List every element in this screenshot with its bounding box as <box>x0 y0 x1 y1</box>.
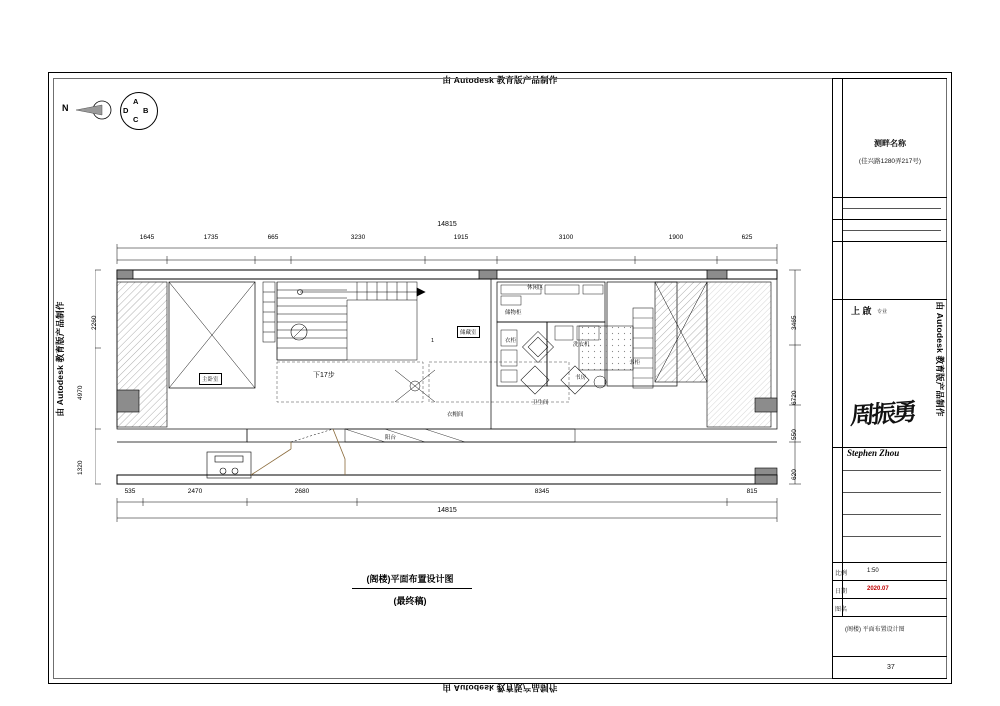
drawing-name-value: (阁楼) 平面布置设计图 <box>845 627 905 633</box>
approver-sup: 专业 <box>877 309 888 315</box>
sheet-number: 37 <box>887 664 895 671</box>
title-row-2-tab <box>833 220 843 241</box>
room-label-5: 书房 <box>575 375 587 381</box>
approver-label: 上 啟 <box>851 306 872 316</box>
room-label-1: 储藏室 <box>457 326 480 338</box>
title-row-1 <box>833 198 947 220</box>
title-row-project <box>833 78 947 198</box>
room-label-9: 卫生间 <box>532 400 549 406</box>
room-label-3: 1 <box>431 338 435 344</box>
plan-caption-rule <box>352 588 472 589</box>
dim-right-2: 550 <box>791 429 798 440</box>
title-row-3 <box>833 242 947 300</box>
dim-top-3: 3230 <box>350 234 366 241</box>
title-row-scale <box>833 563 947 581</box>
title-row-name <box>833 599 947 617</box>
title-rule-2 <box>843 230 941 231</box>
watermark-bottom: 由 Autodesk 教育版产品制作 <box>442 683 558 693</box>
project-title: 测畔名称 <box>874 139 906 148</box>
title-row-drawingname <box>833 617 947 657</box>
axis-label-c: C <box>133 115 139 124</box>
date-value: 2020.07 <box>867 586 889 592</box>
title-row-1-tab <box>833 198 843 219</box>
north-arrow-icon <box>62 96 112 124</box>
title-rule-5 <box>843 514 941 515</box>
scale-label: 比例 <box>835 571 848 577</box>
title-row-2 <box>833 220 947 242</box>
project-subtitle: (佳兴路1280弄217号) <box>858 158 922 165</box>
room-label-12: 阳台 <box>385 435 397 441</box>
north-label: N <box>62 103 69 113</box>
title-block <box>832 78 947 679</box>
dim-total-top: 14815 <box>437 221 457 228</box>
signature-en: Stephen Zhou <box>847 448 900 458</box>
dim-bottom-1: 2470 <box>187 488 203 495</box>
date-label: 日期 <box>835 589 848 595</box>
title-row-approver-tab <box>833 300 843 447</box>
dim-left-2: 1320 <box>77 460 84 475</box>
watermark-left: 由 Autodesk 教育版产品制作 <box>55 301 65 417</box>
plan-caption-sub: (最终稿) <box>393 596 427 606</box>
floor-plan-svg <box>95 230 805 550</box>
dim-bottom-4: 815 <box>746 488 758 495</box>
dim-left-0: 2260 <box>91 315 98 330</box>
watermark-top: 由 Autodesk 教育版产品制作 <box>442 75 558 85</box>
axis-label-d: D <box>123 106 129 115</box>
dim-top-5: 3100 <box>558 234 574 241</box>
title-row-project-tab <box>833 79 843 197</box>
dim-right-0: 3465 <box>791 315 798 330</box>
room-label-11: 书柜 <box>629 360 641 366</box>
room-label-4: 衣帽间 <box>447 412 464 418</box>
axis-label-a: A <box>133 97 139 106</box>
dim-top-0: 1645 <box>139 234 155 241</box>
scale-value: 1:50 <box>867 568 879 574</box>
plan-caption-main: (阁楼)平面布置设计图 <box>366 574 454 584</box>
drawing-name-label: 图名 <box>835 607 848 613</box>
dim-total-bottom: 14815 <box>437 507 457 514</box>
floor-plan-drawing <box>77 221 805 550</box>
title-rule-4 <box>843 492 941 493</box>
room-label-0: 主卧室 <box>199 373 222 385</box>
dim-bottom-0: 535 <box>124 488 136 495</box>
signature-cn: 周振勇 <box>849 399 915 431</box>
dim-top-4: 1915 <box>453 234 469 241</box>
room-label-6: 休闲区 <box>527 285 544 291</box>
north-arrow-svg <box>62 96 112 124</box>
watermark-right: 由 Autodesk 教育版产品制作 <box>935 301 945 417</box>
room-label-2: 下17步 <box>313 372 335 379</box>
room-label-8: 衣柜 <box>505 338 517 344</box>
dim-bottom-3: 8345 <box>534 488 550 495</box>
dim-right-1: 6720 <box>791 390 798 405</box>
dim-right-3: 620 <box>791 469 798 480</box>
axis-label-b: B <box>143 106 149 115</box>
title-row-blank-tab <box>833 448 843 562</box>
dim-left-1: 4970 <box>77 385 84 400</box>
title-row-blank <box>833 448 947 563</box>
dim-top-2: 665 <box>267 234 279 241</box>
title-row-date <box>833 581 947 599</box>
dim-top-6: 1900 <box>668 234 684 241</box>
dim-top-1: 1735 <box>203 234 219 241</box>
room-label-10: 洗衣机 <box>573 342 590 348</box>
title-rule-6 <box>843 536 941 537</box>
title-rule-3 <box>843 470 941 471</box>
room-label-7: 储物柜 <box>505 310 522 316</box>
dim-top-7: 625 <box>741 234 753 241</box>
title-row-3-tab <box>833 242 843 299</box>
title-rule-1 <box>843 208 941 209</box>
dim-bottom-2: 2680 <box>294 488 310 495</box>
